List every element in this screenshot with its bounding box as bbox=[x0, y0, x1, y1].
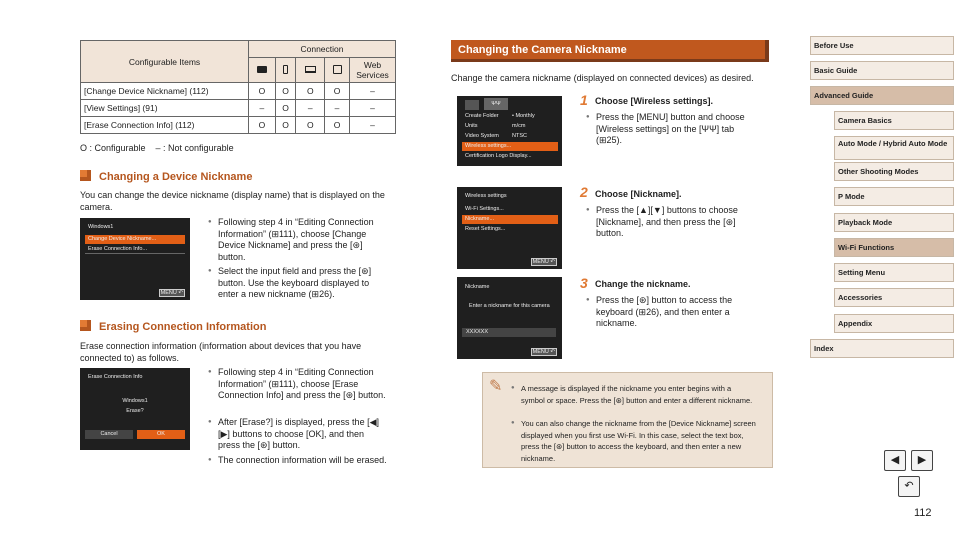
nav-auto-mode[interactable]: Auto Mode / Hybrid Auto Mode bbox=[834, 136, 954, 160]
camera-screen-wireless bbox=[457, 187, 562, 269]
bullet: ● The connection information will be erased. bbox=[208, 455, 388, 467]
intro-text: Change the camera nickname (displayed on connected devices) as desired. bbox=[451, 73, 754, 83]
page-number: 112 bbox=[914, 507, 932, 519]
bullet: ● Press the [MENU] button and choose [Wireless settings] on the [ΨΨ] tab (⊞25). bbox=[586, 112, 761, 147]
cell: O bbox=[296, 117, 325, 134]
screen-item: Change Device Nickname... bbox=[85, 235, 185, 244]
table-row bbox=[81, 100, 396, 117]
return-icon: ↶ bbox=[904, 480, 914, 492]
screen-item: Wireless settings... bbox=[462, 142, 558, 151]
cell: O bbox=[275, 100, 296, 117]
row-item: [Erase Connection Info] ( bbox=[84, 120, 179, 130]
ok-button: OK bbox=[137, 430, 185, 439]
nav-appendix[interactable]: Appendix bbox=[834, 314, 954, 333]
cell: – bbox=[350, 117, 396, 134]
cell: – bbox=[350, 100, 396, 117]
nav-other-shooting[interactable]: Other Shooting Modes bbox=[834, 162, 954, 181]
screen-item: Erase Connection Info... bbox=[85, 245, 185, 254]
right-arrow-icon: ▶ bbox=[917, 454, 927, 466]
step-number: 1 bbox=[580, 92, 588, 108]
cell: – bbox=[296, 100, 325, 117]
header-items: Configurable Items bbox=[81, 41, 249, 83]
cell: – bbox=[350, 83, 396, 100]
prev-page-button[interactable] bbox=[884, 450, 906, 471]
row-item: [Change Device Nickname] ( bbox=[84, 86, 193, 96]
left-arrow-icon: ◀ bbox=[890, 454, 900, 466]
nav-wifi-functions[interactable]: Wi-Fi Functions bbox=[834, 238, 954, 257]
cancel-button: Cancel bbox=[85, 430, 133, 439]
nav-advanced-guide[interactable]: Advanced Guide bbox=[810, 86, 954, 105]
nav-playback-mode[interactable]: Playback Mode bbox=[834, 213, 954, 232]
screen-title: Wireless settings bbox=[465, 193, 507, 199]
row-ref: 91) bbox=[145, 103, 158, 113]
row-item: [View Settings] ( bbox=[84, 103, 146, 113]
bullet: ● Following step 4 in “Editing Connection Information” (⊞111), choose [Change Device Nickname] and press the [⊛] button. bbox=[208, 217, 386, 263]
cell: O bbox=[249, 117, 276, 134]
camera-tab-icon bbox=[465, 100, 479, 110]
return-button[interactable] bbox=[898, 476, 920, 497]
nav-index[interactable]: Index bbox=[810, 339, 954, 358]
step-number: 2 bbox=[580, 184, 588, 200]
printer-icon bbox=[333, 65, 342, 74]
cell: O bbox=[275, 117, 296, 134]
cell: – bbox=[249, 100, 276, 117]
row-ref: 112) bbox=[178, 120, 195, 130]
note-bullet: ● A message is displayed if the nickname you enter begins with a symbol or space. Press the [⊛] button and enter a different nickname. bbox=[511, 383, 756, 406]
section-title-erase-info: Erasing Connection Information bbox=[80, 320, 266, 333]
step-heading: Choose [Wireless settings]. bbox=[595, 96, 713, 106]
table-row bbox=[81, 117, 396, 134]
nav-before-use[interactable]: Before Use bbox=[810, 36, 954, 55]
screen-item: Certification Logo Display... bbox=[465, 153, 532, 159]
camera-icon bbox=[257, 66, 267, 73]
nav-camera-basics[interactable]: Camera Basics bbox=[834, 111, 954, 130]
nav-p-mode[interactable]: P Mode bbox=[834, 187, 954, 206]
menu-back-icon: MENU ↶ bbox=[532, 349, 555, 355]
header-web: Web Services bbox=[350, 58, 396, 83]
section-square-icon bbox=[80, 320, 91, 331]
nav-accessories[interactable]: Accessories bbox=[834, 288, 954, 307]
screen-item: Nickname... bbox=[462, 215, 558, 224]
screen-title: Erase Connection Info bbox=[88, 374, 143, 380]
cell: O bbox=[325, 83, 350, 100]
next-page-button[interactable] bbox=[911, 450, 933, 471]
tools-tab-icon: ΨΨ bbox=[484, 98, 508, 110]
smartphone-icon bbox=[283, 65, 288, 74]
legend: O : Configurable – : Not configurable bbox=[80, 143, 234, 153]
menu-back-icon: MENU ↶ bbox=[160, 290, 183, 296]
menu-back-icon: MENU ↶ bbox=[532, 259, 555, 265]
config-table bbox=[80, 40, 396, 134]
screen-text: Erase? bbox=[126, 408, 144, 414]
header-connection: Connection bbox=[249, 41, 396, 58]
step-heading: Change the nickname. bbox=[595, 279, 691, 289]
nav-basic-guide[interactable]: Basic Guide bbox=[810, 61, 954, 80]
section-intro: Erase connection information (information about devices that you have connected to) as follows. bbox=[80, 341, 362, 363]
nav-setting-menu[interactable]: Setting Menu bbox=[834, 263, 954, 282]
screen-title: Windows1 bbox=[88, 224, 114, 230]
section-intro: You can change the device nickname (display name) that is displayed on the camera. bbox=[80, 190, 385, 212]
section-square-icon bbox=[80, 170, 91, 181]
camera-screen-device-nickname bbox=[80, 218, 190, 300]
note-bullet: ● You can also change the nickname from the [Device Nickname] screen displayed when you first use Wi-Fi. In this case, select the text box, press the [⊛] button to access the keyboard, and then enter a new nickname. bbox=[511, 418, 761, 464]
bullet: ● Press the [▲][▼] buttons to choose [Nickname], and then press the [⊛] button. bbox=[586, 205, 761, 240]
section-title-device-nickname: Changing a Device Nickname bbox=[80, 170, 252, 183]
screen-item: Wi-Fi Settings... bbox=[465, 206, 504, 212]
bullet: ● After [Erase?] is displayed, press the [◀][▶] buttons to choose [OK], and then press the [⊛] button. bbox=[208, 417, 388, 452]
computer-icon bbox=[305, 66, 316, 73]
cell: O bbox=[249, 83, 276, 100]
cell: O bbox=[275, 83, 296, 100]
cell: O bbox=[296, 83, 325, 100]
table-row bbox=[81, 83, 396, 100]
page-title: Changing the Camera Nickname bbox=[451, 40, 769, 62]
pencil-icon: ✎ bbox=[489, 378, 503, 395]
cell: – bbox=[325, 100, 350, 117]
row-ref: 112) bbox=[192, 86, 209, 96]
screen-title: Nickname bbox=[465, 284, 490, 290]
step-heading: Choose [Nickname]. bbox=[595, 189, 682, 199]
bullet: ● Select the input field and press the [⊛] button. Use the keyboard displayed to enter a new nickname (⊞26). bbox=[208, 266, 388, 301]
step-number: 3 bbox=[580, 275, 588, 291]
nickname-input: XXXXXX bbox=[462, 328, 556, 337]
camera-screen-erase bbox=[80, 368, 190, 450]
screen-item: Reset Settings... bbox=[465, 226, 506, 232]
note-box bbox=[482, 372, 773, 468]
bullet: ● Following step 4 in “Editing Connection Information” (⊞111), choose [Erase Connection Info] and press the [⊛] button. bbox=[208, 367, 388, 402]
bullet: ● Press the [⊛] button to access the keyboard (⊞26), and then enter a nickname. bbox=[586, 295, 756, 330]
camera-screen-menu: ΨΨ Create Folder • Monthly Units m/cm Video System NTSC Wireless settings... Certification Logo Display... bbox=[457, 96, 562, 166]
screen-text: Enter a nickname for this camera bbox=[469, 303, 550, 309]
cell: O bbox=[325, 117, 350, 134]
screen-text: Windows1 bbox=[122, 398, 148, 404]
camera-screen-nickname bbox=[457, 277, 562, 359]
